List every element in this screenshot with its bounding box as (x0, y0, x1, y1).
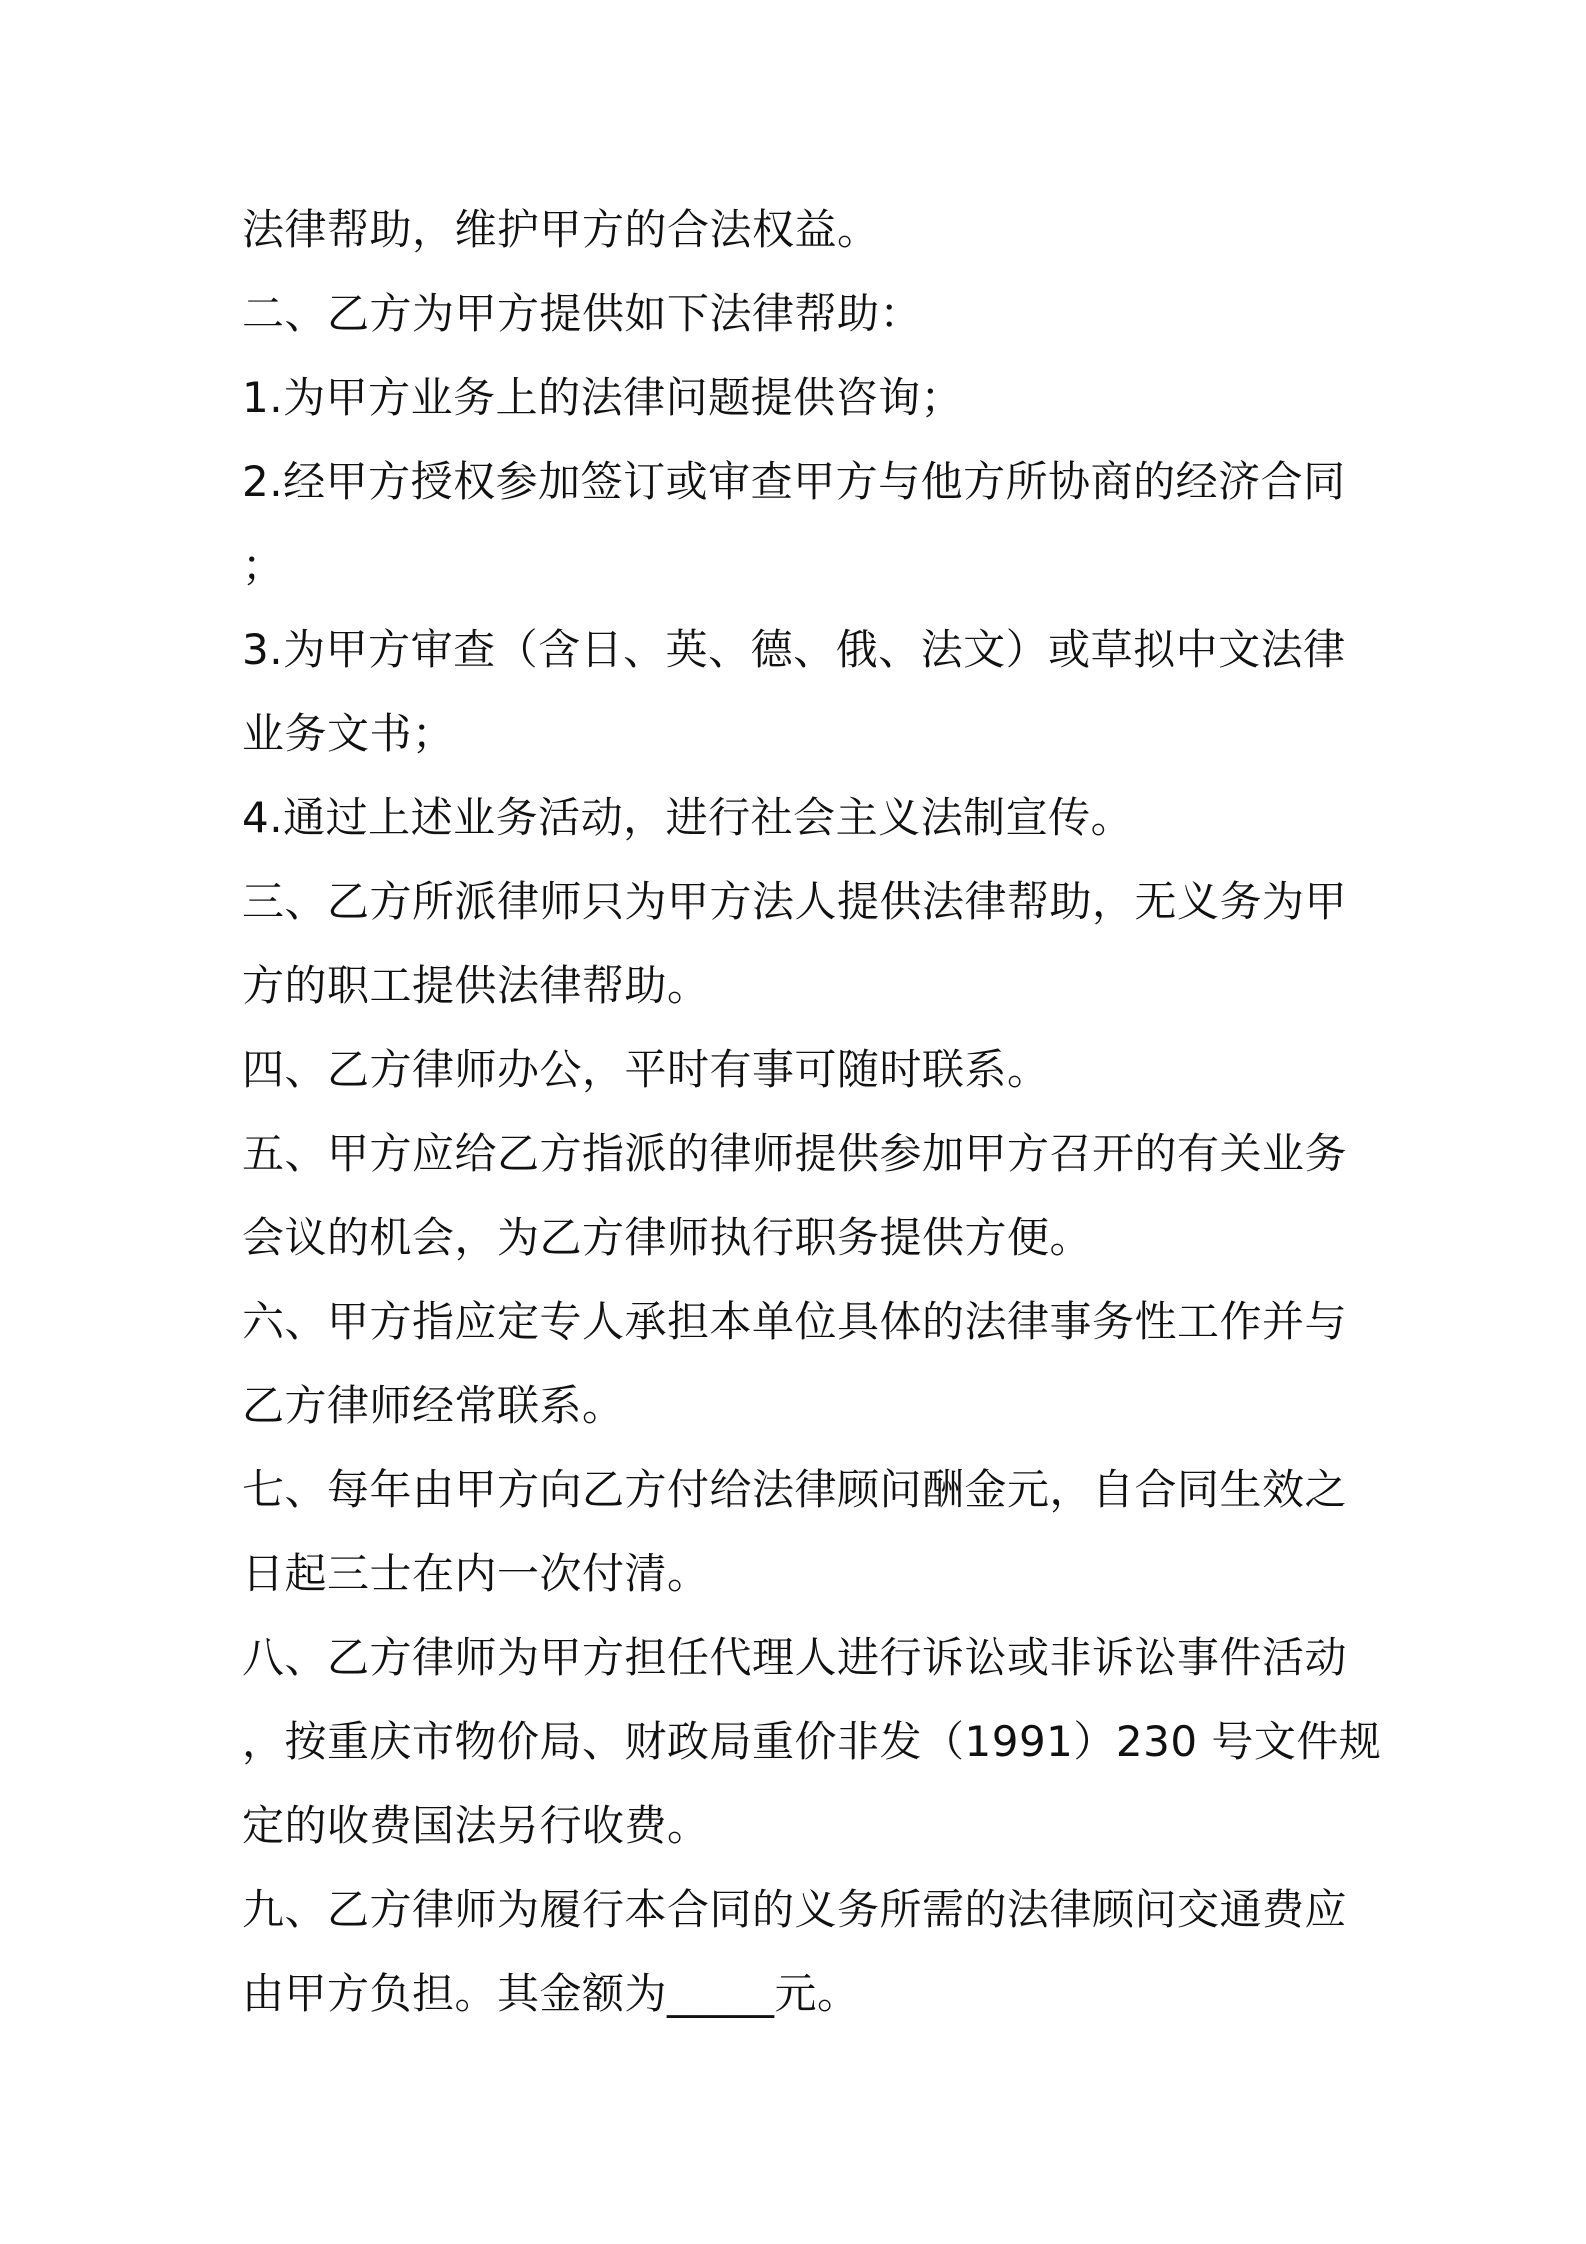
section-6: 六、甲方指应定专人承担本单位具体的法律事务性工作并与 (242, 1297, 1348, 1346)
text-line: 方的职工提供法律帮助。 (242, 961, 710, 1010)
text-line: 由甲方负担。其金额为_____元。 (242, 1969, 860, 2018)
text-line: 定的收费国法另行收费。 (242, 1801, 710, 1850)
list-item-2: 2.经甲方授权参加签订或审查甲方与他方所协商的经济合同 (242, 457, 1346, 506)
text-line: 日起三士在内一次付清。 (242, 1549, 710, 1598)
text-line: 乙方律师经常联系。 (242, 1381, 625, 1430)
text-line: ； (242, 541, 285, 590)
text-line: ，按重庆市物价局、财政局重价非发（1991）230 号文件规 (242, 1717, 1382, 1766)
list-item-4: 4.通过上述业务活动，进行社会主义法制宣传。 (242, 793, 1134, 842)
section-2-heading: 二、乙方为甲方提供如下法律帮助： (242, 289, 923, 338)
contract-text (242, 188, 1382, 2036)
section-8: 八、乙方律师为甲方担任代理人进行诉讼或非诉讼事件活动 (242, 1633, 1348, 1682)
section-9: 九、乙方律师为履行本合同的义务所需的法律顾问交通费应 (242, 1885, 1348, 1934)
section-3: 三、乙方所派律师只为甲方法人提供法律帮助，无义务为甲 (242, 877, 1348, 926)
text-line: 业务文书； (242, 709, 455, 758)
section-4: 四、乙方律师办公，平时有事可随时联系。 (242, 1045, 1050, 1094)
list-item-1: 1.为甲方业务上的法律问题提供咨询； (242, 373, 964, 422)
section-5: 五、甲方应给乙方指派的律师提供参加甲方召开的有关业务 (242, 1129, 1348, 1178)
section-7: 七、每年由甲方向乙方付给法律顾问酬金元，自合同生效之 (242, 1465, 1348, 1514)
text-line: 会议的机会，为乙方律师执行职务提供方便。 (242, 1213, 1093, 1262)
list-item-3: 3.为甲方审查（含日、英、德、俄、法文）或草拟中文法律 (242, 625, 1346, 674)
text-line: 法律帮助，维护甲方的合法权益。 (242, 205, 880, 254)
